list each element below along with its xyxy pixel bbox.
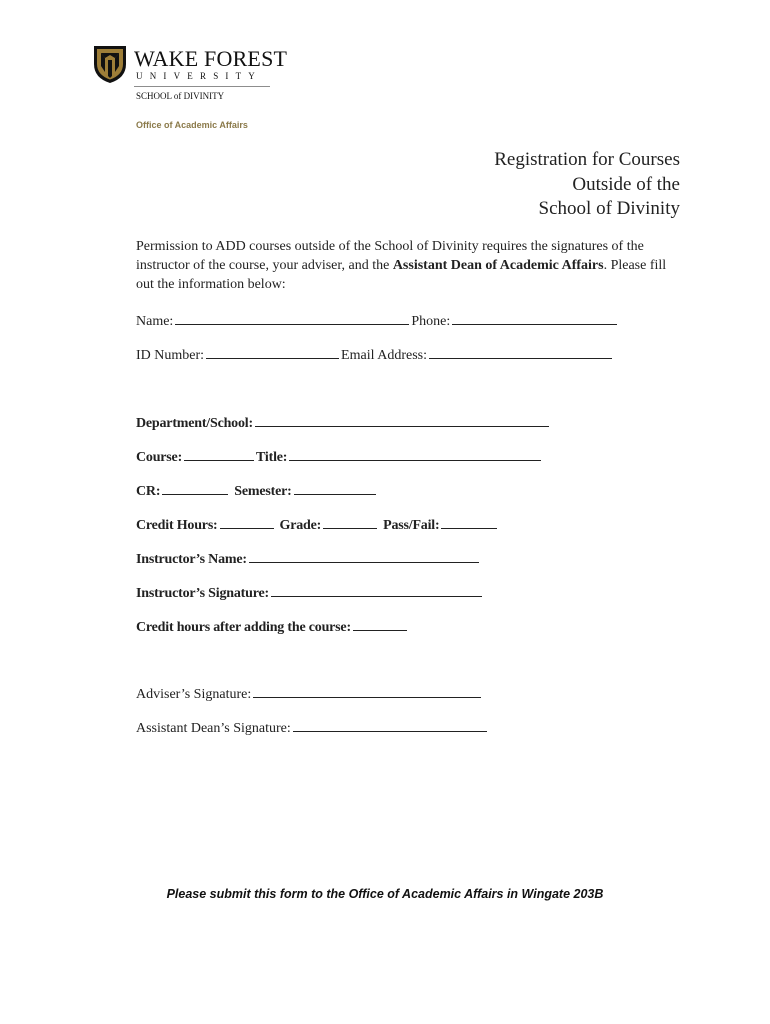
name-field[interactable] [175,311,409,325]
instructor-signature-field[interactable] [271,583,482,597]
logo-school-name: SCHOOL of DIVINITY [136,91,225,101]
course-title-label: Title: [256,450,288,465]
wake-forest-logo [92,44,288,114]
title-line-2: Outside of the [572,173,680,195]
logo-divider [134,86,270,87]
dean-signature-row [136,718,489,737]
course-title-field[interactable] [289,447,541,461]
office-label: Office of Academic Affairs [136,120,248,130]
dean-signature-label: Assistant Dean’s Signature: [136,721,291,736]
department-row [136,413,551,432]
name-phone-row [136,311,619,330]
adviser-signature-label: Adviser’s Signature: [136,687,252,702]
title-line-1: Registration for Courses [494,149,680,170]
cr-label: CR: [136,484,161,499]
id-number-label: ID Number: [136,348,205,363]
department-label: Department/School: [136,416,253,431]
instructor-signature-label: Instructor’s Signature: [136,586,269,601]
grade-label: Grade: [279,518,322,533]
instructor-name-row [136,549,481,568]
name-label: Name: [136,314,174,329]
shield-icon [92,44,128,84]
id-email-row [136,345,614,364]
course-field[interactable] [184,447,254,461]
instructor-name-label: Instructor’s Name: [136,552,247,567]
cr-semester-row [136,481,378,500]
submission-instructions: Please submit this form to the Office of Academic Affairs in Wingate 203B [166,887,604,901]
phone-label: Phone: [411,314,451,329]
title-line-3: School of Divinity [538,198,680,219]
department-field[interactable] [255,413,549,427]
credit-grade-row [136,515,499,534]
intro-bold-text: Assistant Dean of Academic Affairs [392,258,604,273]
intro-paragraph [136,237,676,294]
credit-hours-after-field[interactable] [353,617,407,631]
pass-fail-label: Pass/Fail: [383,518,440,533]
grade-field[interactable] [323,515,377,529]
pass-fail-field[interactable] [441,515,497,529]
logo-university: UNIVERSITY [136,71,262,81]
course-title-row [136,447,543,466]
credit-hours-field[interactable] [220,515,274,529]
instructor-name-field[interactable] [249,549,479,563]
semester-field[interactable] [294,481,376,495]
email-field[interactable] [429,345,612,359]
adviser-signature-field[interactable] [253,684,481,698]
adviser-signature-row [136,684,483,703]
page-title [380,148,680,222]
cr-field[interactable] [162,481,228,495]
credit-hours-label: Credit Hours: [136,518,218,533]
logo-wordmark: WAKE FOREST [134,46,288,71]
intro-text-after: . Please fill out the information below: [136,258,667,292]
credit-hours-after-row [136,617,409,636]
instructor-signature-row [136,583,484,602]
id-number-field[interactable] [206,345,339,359]
credit-hours-after-label: Credit hours after adding the course: [136,620,351,635]
semester-label: Semester: [234,484,292,499]
dean-signature-field[interactable] [293,718,487,732]
intro-text-before: Permission to ADD courses outside of the School of Divinity requires the signatures of the instructor of the course, your adviser, and the [136,239,644,273]
course-label: Course: [136,450,183,465]
email-label: Email Address: [341,348,427,363]
phone-field[interactable] [452,311,617,325]
